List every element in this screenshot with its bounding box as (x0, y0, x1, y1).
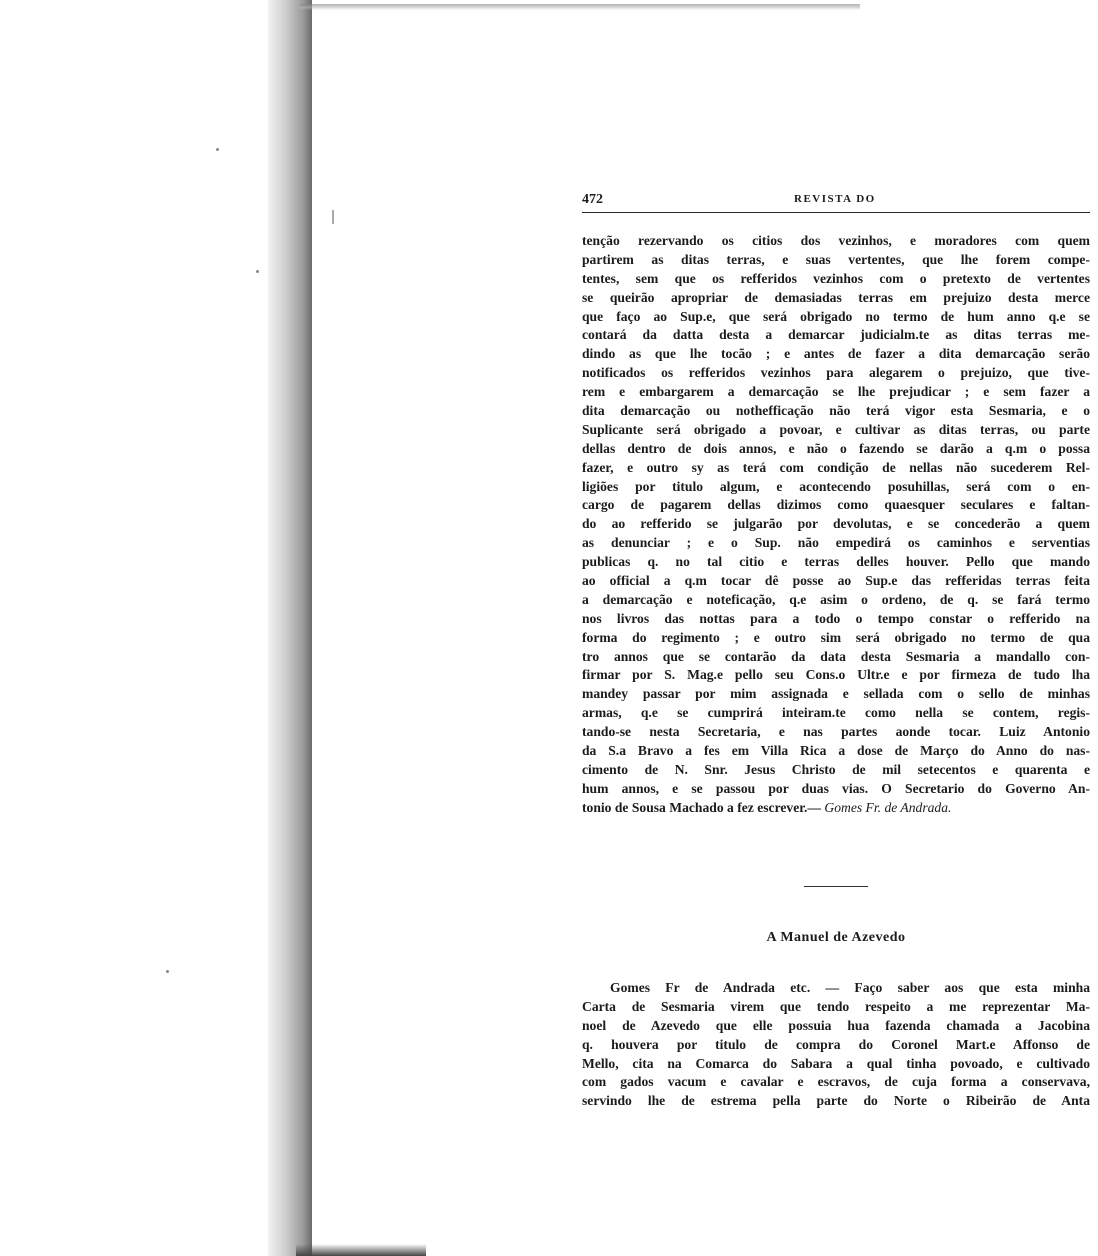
running-head (582, 192, 1090, 212)
text-line: noel de Azevedo que elle possuia hua fazenda chamada a Jacobina (582, 1017, 1090, 1033)
page-number: 472 (582, 192, 603, 207)
text-line: ligiões por titulo algum, e acontecendo posuhillas, será com o en- (582, 478, 1090, 494)
text-line: rem e embargarem a demarcação se lhe prejudicar ; e sem fazer a (582, 384, 1090, 400)
signature: Gomes Fr. de Andrada. (824, 799, 952, 815)
text-line-final (582, 799, 1090, 818)
paragraph-2 (582, 979, 1090, 1111)
text-line: servindo lhe de estrema pella parte do Norte o Ribeirão de Anta (582, 1093, 1090, 1109)
scan-speck (216, 148, 219, 151)
text-line: tentes, sem que os refferidos vezinhos com o pretexto de vertentes (582, 270, 1090, 286)
text-line: nos livros das nottas para a todo o tempo constar o refferido na (582, 610, 1090, 626)
paragraph-1 (582, 232, 1090, 818)
page-margin-left (0, 0, 312, 1256)
text-line-end: tonio de Sousa Machado a fez escrever.— (582, 799, 821, 815)
text-line: armas, q.e se cumprirá inteiram.te como nella se contem, regis- (582, 705, 1090, 721)
book-gutter-shadow (268, 0, 312, 1256)
text-line: tenção rezervando os citios dos vezinhos, e moradores com quem (582, 233, 1090, 248)
text-line: cimento de N. Snr. Jesus Christo de mil setecentos e quarenta e (582, 761, 1090, 777)
text-line: dita demarcação ou nothefficação não terá vigor esta Sesmaria, e o (582, 403, 1090, 419)
text-line: que faço ao Sup.e, que será obrigado no termo de hum anno q.e se (582, 308, 1090, 324)
text-line: do ao refferido se julgarão por devolutas, e se concederão a quem (582, 516, 1090, 532)
text-line: dindo as que lhe tocão ; e antes de fazer a dita demarcação serão (582, 346, 1090, 362)
text-line: publicas q. no tal citio e terras delles houver. Pello que mando (582, 554, 1090, 570)
scan-speck (332, 210, 334, 224)
text-line: tro annos que se contarão da data desta Sesmaria a mandallo con- (582, 648, 1090, 664)
text-line: Carta de Sesmaria virem que tendo respeito a me reprezentar Ma- (582, 998, 1090, 1014)
text-line: tando-se nesta Secretaria, e nas partes aonde tocar. Luiz Antonio (582, 724, 1090, 740)
text-line: ao official a q.m tocar dê posse ao Sup.e das refferidas terras feita (582, 573, 1090, 589)
section-divider (804, 886, 868, 887)
scan-speck (166, 970, 169, 973)
text-line: a demarcação e noteficação, q.e asim o ordeno, de q. se fará termo (582, 591, 1090, 607)
running-title: REVISTA DO (794, 193, 876, 205)
text-line: Mello, cita na Comarca do Sabara a qual tinha povoado, e cultivado (582, 1055, 1090, 1071)
text-line: firmar por S. Mag.e pello seu Cons.o Ultr.e e por firmeza de tudo lha (582, 667, 1090, 683)
text-line: as denunciar ; e o Sup. não empedirá os caminhos e serventias (582, 535, 1090, 551)
text-line: q. houvera por titulo de compra do Coronel Mart.e Affonso de (582, 1036, 1090, 1052)
text-line: mandey passar por mim assignada e sellada com o sello de minhas (582, 686, 1090, 702)
text-line: da S.a Bravo a fes em Villa Rica a dose de Março do Anno do nas- (582, 743, 1090, 759)
text-line: hum annos, e se passou por duas vias. O Secretario do Governo An- (582, 780, 1090, 796)
scan-edge-bottom (296, 1244, 426, 1256)
text-line: dellas dentro de dois annos, e não o fazendo se darão a q.m o possa (582, 440, 1090, 456)
text-line: partirem as ditas terras, e suas vertentes, que lhe forem compe- (582, 251, 1090, 267)
text-line: com gados vacum e cavalar e escravos, de cuja forma a conservava, (582, 1074, 1090, 1090)
section-title: A Manuel de Azevedo (766, 930, 906, 945)
header-rule (582, 212, 1090, 213)
text-line: notificados os refferidos vezinhos para alegarem o prejuizo, que tive- (582, 365, 1090, 381)
text-line: se queirão apropriar de demasiadas terras em prejuizo desta merce (582, 289, 1090, 305)
text-line: fazer, e outro sy as terá com condição de nellas não sucederem Rel- (582, 459, 1090, 475)
scan-speck (256, 270, 259, 273)
text-line: cargo de pagarem dellas dizimos como quaesquer seculares e faltan- (582, 497, 1090, 513)
text-line: Gomes Fr de Andrada etc. — Faço saber aos que esta minha (610, 980, 1090, 995)
text-line: forma do regimento ; e outro sim será obrigado no termo de qua (582, 629, 1090, 645)
scan-edge-top (300, 4, 860, 10)
text-line: contará da datta desta a demarcar judicialm.te as ditas terras me- (582, 327, 1090, 343)
text-line: Suplicante será obrigado a povoar, e cultivar as ditas terras, ou parte (582, 421, 1090, 437)
